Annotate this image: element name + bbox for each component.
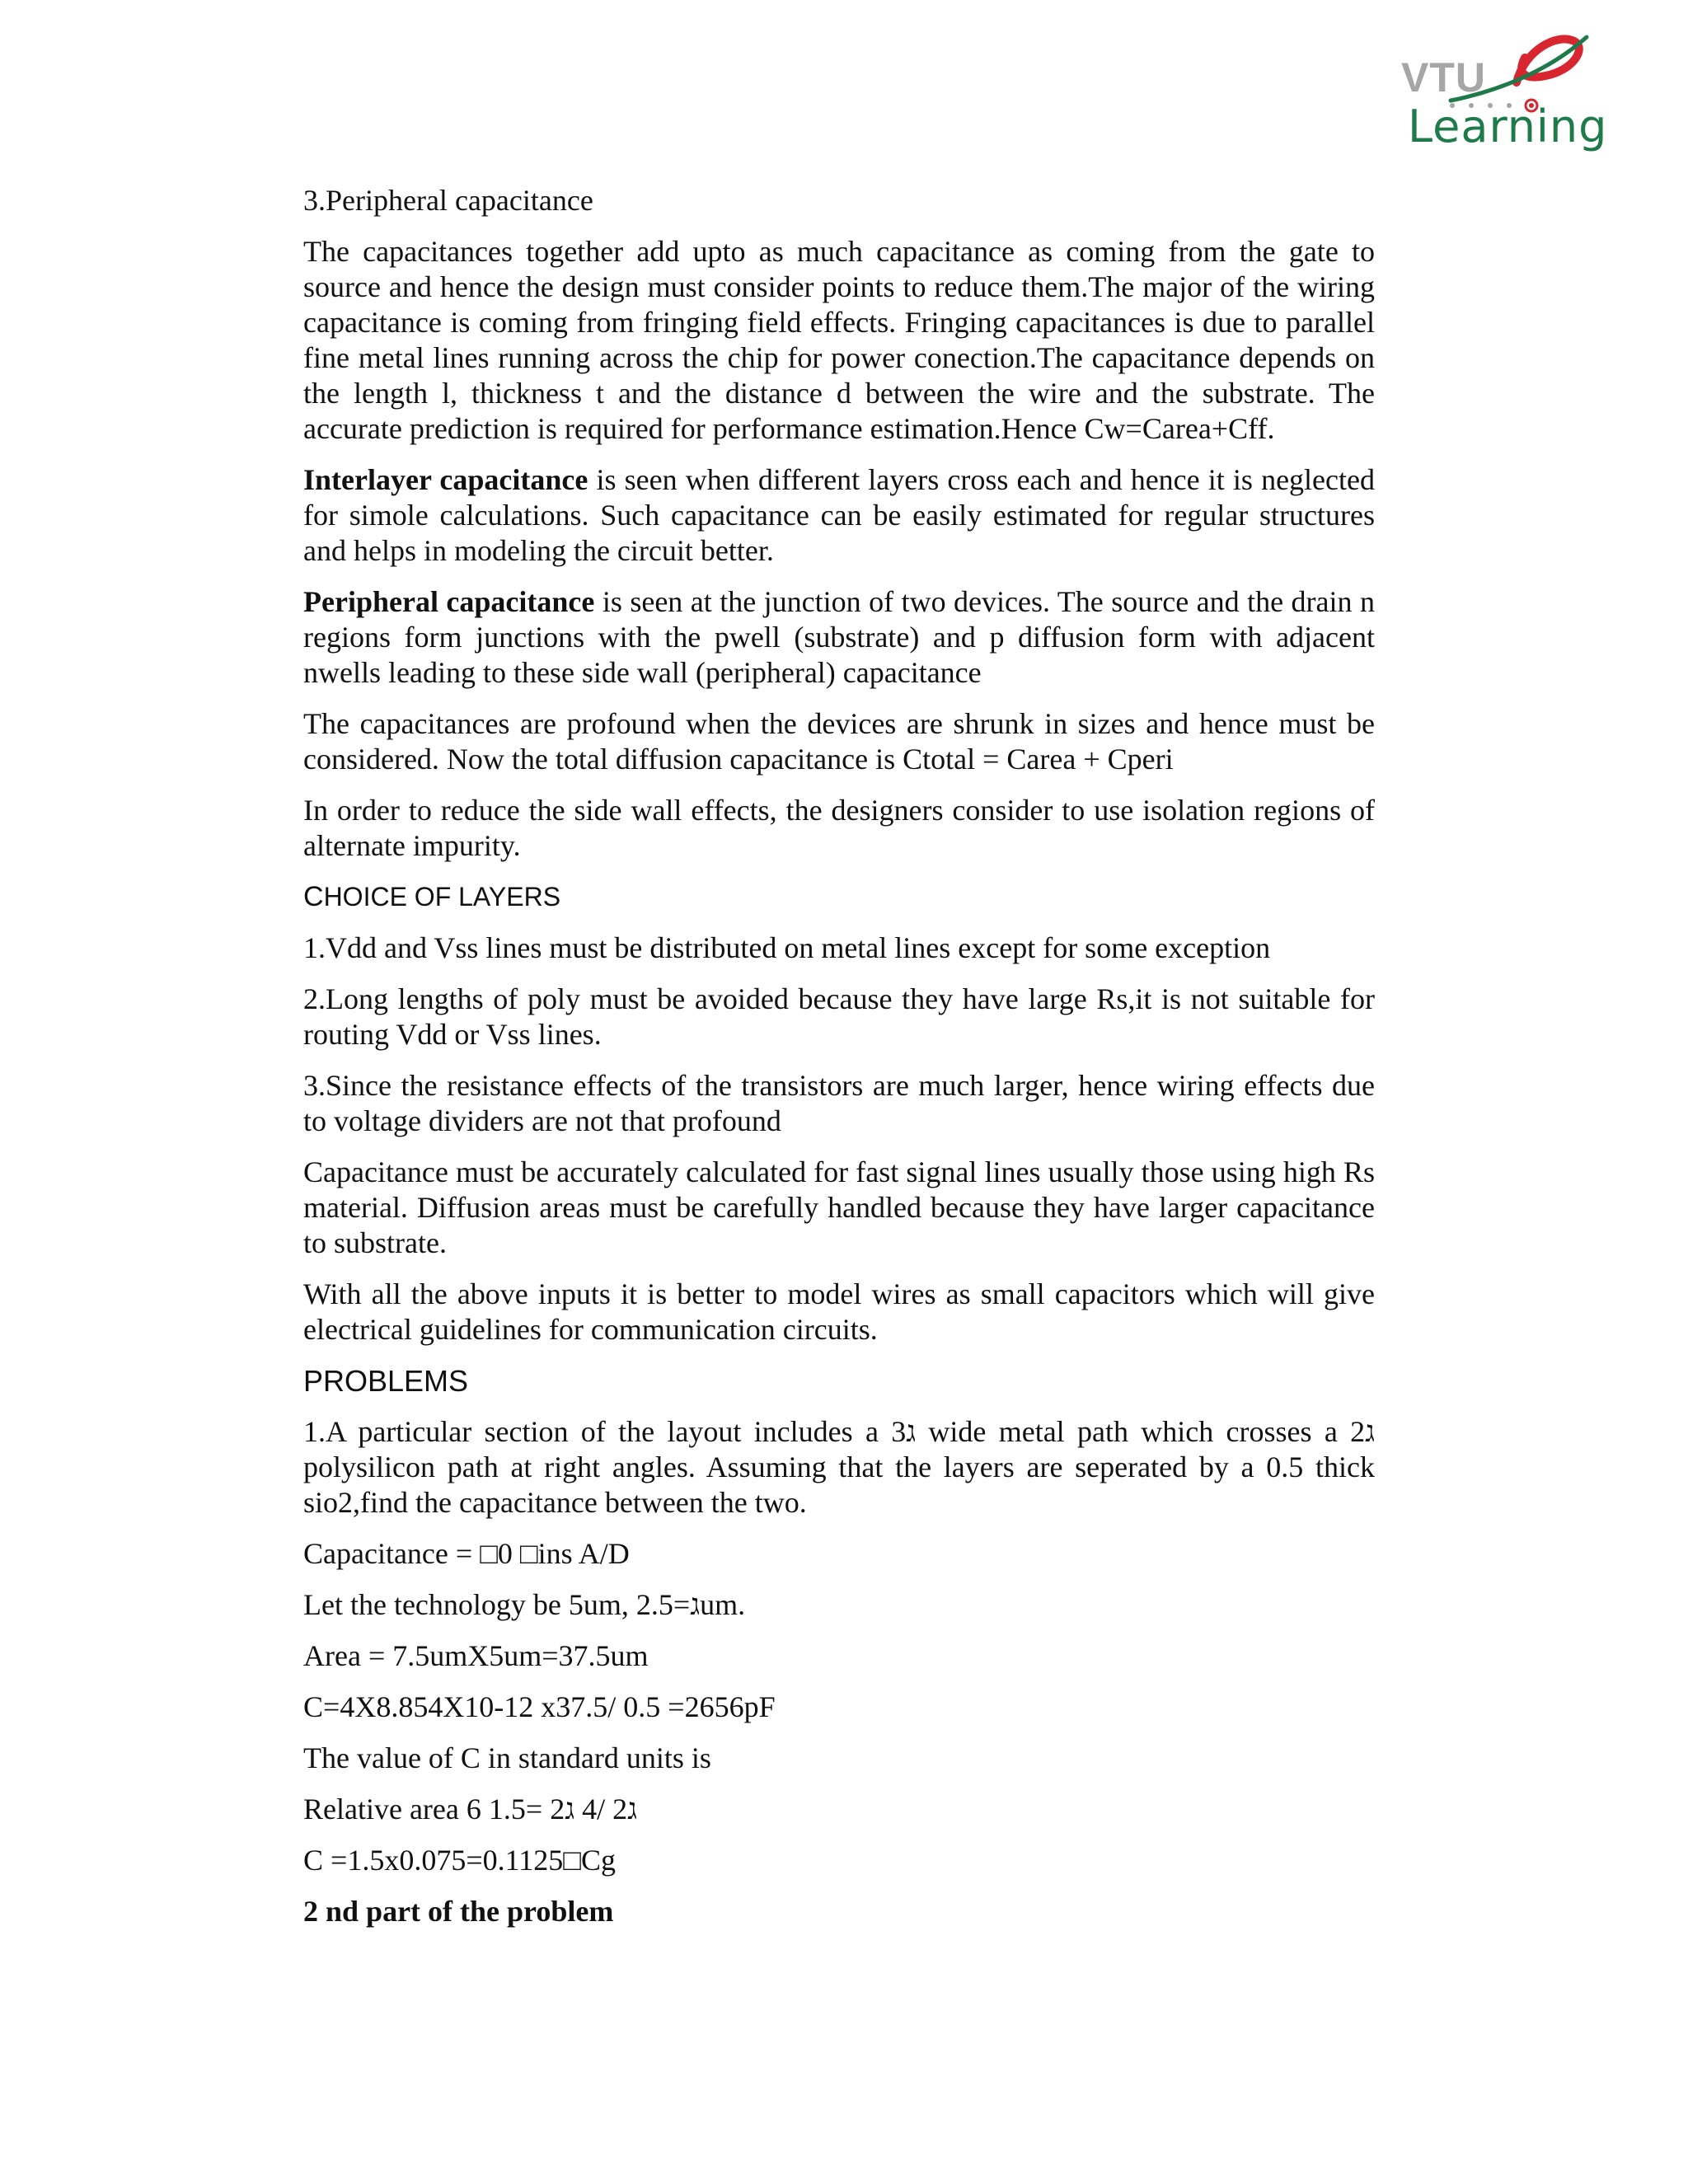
paragraph-model-wires: With all the above inputs it is better to model wires as small capacitors which will give electrical guidelines for communication circuits. <box>303 1277 1375 1346</box>
vtu-elearning-logo <box>1401 25 1608 157</box>
line-c-result: C =1.5x0.075=0.1125□Cg <box>303 1844 617 1877</box>
heading-problems: PROBLEMS <box>303 1364 469 1398</box>
line-standard-units: The value of C in standard units is <box>303 1741 711 1774</box>
logo-vtu-text: VTU <box>1401 54 1486 101</box>
line-area: Area = 7.5umX5um=37.5um <box>303 1639 649 1672</box>
formula-capacitance: Capacitance = □0 □ins A/D <box>303 1537 630 1570</box>
paragraph-interlayer <box>303 462 1375 569</box>
list-item-2: 2.Long lengths of poly must be avoided because they have large Rs,it is not suitable for routing Vdd or Vss lines. <box>303 982 1375 1051</box>
paragraph-peripheral-text: is seen at the junction of two devices. The source and the drain n regions form junctions with the pwell (substrate) and p diffusion form with adjacent nwells leading to these side wall (peripheral) capacitance <box>303 585 1375 689</box>
term-interlayer: Interlayer capacitance <box>303 463 588 496</box>
paragraph-interlayer-text: is seen when different layers cross each and hence it is neglected for simole calculations. Such capacitance can be easily estimated for regular structures and helps in modeling the circuit better. <box>303 463 1375 567</box>
heading-choice-of-layers: CHOICE OF LAYERS <box>303 881 561 912</box>
paragraph-wiring-capacitance: The capacitances together add upto as much capacitance as coming from the gate to source and hence the design must consider points to reduce them.The major of the wiring capacitance is coming from fringing field effects. Fringing capacitances is due to parallel fine metal lines running across the chip for power conection.The capacitance depends on the length l, thickness t and the distance d between the wire and the substrate. The accurate prediction is required for performance estimation.Hence Cw=Carea+Cff. <box>303 235 1375 445</box>
paragraph-total-diffusion: The capacitances are profound when the devices are shrunk in sizes and hence must be considered. Now the total diffusion capacitance is Ctotal = Carea + Cperi <box>303 707 1375 776</box>
list-item-1: 1.Vdd and Vss lines must be distributed on metal lines except for some exception <box>303 931 1271 964</box>
line-technology: Let the technology be 5um, ג=2.5um. <box>303 1588 746 1621</box>
line-relative-area: Relative area 6 ג2 /4 ג2 =1.5 <box>303 1793 637 1825</box>
document-body <box>303 183 1375 1945</box>
paragraph-signal-lines: Capacitance must be accurately calculated for fast signal lines usually those using high Rs material. Diffusion areas must be carefully handled because they have larger capacitance to substrate. <box>303 1155 1375 1259</box>
line-c-calc: C=4X8.854X10-12 x37.5/ 0.5 =2656pF <box>303 1690 776 1723</box>
problem-1: 1.A particular section of the layout includes a 3ג wide metal path which crosses a 2ג polysilicon path at right angles. Assuming that the layers are seperated by a 0.5 thick sio2,find the capacitance between the two. <box>303 1415 1375 1519</box>
section-title-peripheral: 3.Peripheral capacitance <box>303 184 593 217</box>
paragraph-peripheral <box>303 584 1375 691</box>
list-item-3: 3.Since the resistance effects of the transistors are much larger, hence wiring effects due to voltage dividers are not that profound <box>303 1069 1375 1137</box>
term-peripheral: Peripheral capacitance <box>303 585 595 618</box>
paragraph-side-wall: In order to reduce the side wall effects, the designers consider to use isolation regions of alternate impurity. <box>303 794 1375 862</box>
logo-learning-text: Learning <box>1408 101 1608 152</box>
heading-second-part: 2 nd part of the problem <box>303 1895 614 1928</box>
